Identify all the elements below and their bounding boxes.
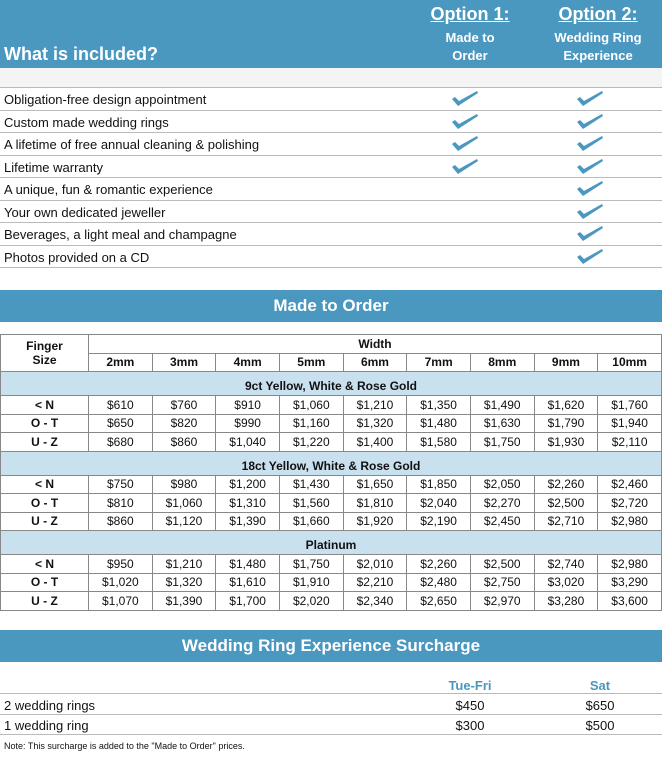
made-to-order-header: Made to Order: [0, 290, 662, 322]
price-cell: $1,210: [152, 555, 216, 574]
price-cell: $1,660: [279, 512, 343, 531]
price-cell: $1,580: [407, 433, 471, 452]
price-cell: $1,560: [279, 494, 343, 513]
price-cell: $1,700: [216, 592, 280, 611]
width-column-header: 8mm: [470, 353, 534, 372]
finger-size-cell: O - T: [1, 414, 89, 433]
metal-group-row: [1, 531, 662, 555]
surcharge-row-label: 1 wedding ring: [4, 718, 89, 733]
included-item: [0, 156, 662, 179]
width-column-header: 10mm: [598, 353, 662, 372]
price-cell: $1,910: [279, 573, 343, 592]
included-item-label: Obligation-free design appointment: [4, 92, 207, 107]
option1-desc-line1: Made to: [445, 30, 495, 45]
price-cell: $1,850: [407, 475, 471, 494]
price-row: [1, 573, 662, 592]
price-cell: $1,160: [279, 414, 343, 433]
price-cell: $1,430: [279, 475, 343, 494]
option2-desc-line1: Wedding Ring: [554, 30, 642, 45]
checkmark-icon: [575, 158, 605, 176]
price-cell: $2,450: [470, 512, 534, 531]
option1-desc-line2: Order: [452, 48, 488, 63]
price-cell: $2,750: [470, 573, 534, 592]
price-cell: $1,400: [343, 433, 407, 452]
price-cell: $860: [89, 512, 153, 531]
surcharge-header: Wedding Ring Experience Surcharge: [0, 630, 662, 662]
price-cell: $1,760: [598, 396, 662, 415]
price-cell: $1,940: [598, 414, 662, 433]
price-cell: $2,040: [407, 494, 471, 513]
included-spacer: [0, 68, 662, 88]
price-table: [0, 334, 662, 611]
finger-size-label-line1: Finger: [26, 339, 63, 353]
price-cell: $1,060: [279, 396, 343, 415]
metal-group-label: 9ct Yellow, White & Rose Gold: [1, 372, 662, 396]
checkmark-icon: [450, 135, 480, 153]
width-column-header: 7mm: [407, 353, 471, 372]
finger-size-header: [1, 335, 89, 372]
width-header: Width: [89, 335, 662, 354]
price-cell: $2,500: [470, 555, 534, 574]
price-cell: $760: [152, 396, 216, 415]
price-cell: $1,060: [152, 494, 216, 513]
width-column-header: 5mm: [279, 353, 343, 372]
price-cell: $2,020: [279, 592, 343, 611]
included-item-label: A unique, fun & romantic experience: [4, 182, 213, 197]
finger-size-cell: < N: [1, 555, 89, 574]
included-item-label: Photos provided on a CD: [4, 249, 150, 265]
option2-heading: [540, 4, 656, 65]
price-row: [1, 555, 662, 574]
price-cell: $820: [152, 414, 216, 433]
price-cell: $750: [89, 475, 153, 494]
price-cell: $1,310: [216, 494, 280, 513]
price-row: [1, 433, 662, 452]
price-cell: $2,010: [343, 555, 407, 574]
price-cell: $1,930: [534, 433, 598, 452]
price-row: [1, 592, 662, 611]
width-row: [1, 353, 662, 372]
width-column-header: 2mm: [89, 353, 153, 372]
price-cell: $1,390: [216, 512, 280, 531]
surcharge-row: [0, 715, 662, 735]
price-cell: $1,070: [89, 592, 153, 611]
checkmark-icon: [450, 113, 480, 131]
price-cell: $2,260: [534, 475, 598, 494]
price-cell: $1,480: [407, 414, 471, 433]
metal-group-label: 18ct Yellow, White & Rose Gold: [1, 451, 662, 475]
price-cell: $1,490: [470, 396, 534, 415]
price-cell: $860: [152, 433, 216, 452]
included-item: [0, 111, 662, 134]
surcharge-sat-value: $500: [585, 718, 615, 733]
finger-size-cell: < N: [1, 396, 89, 415]
option1-heading: [418, 4, 522, 65]
checkmark-icon: [575, 113, 605, 131]
price-cell: $1,630: [470, 414, 534, 433]
price-cell: $1,320: [343, 414, 407, 433]
price-cell: $2,970: [470, 592, 534, 611]
price-cell: $2,110: [598, 433, 662, 452]
width-column-header: 6mm: [343, 353, 407, 372]
price-cell: $910: [216, 396, 280, 415]
included-item-label: Your own dedicated jeweller: [4, 204, 166, 220]
included-item-label: Custom made wedding rings: [4, 114, 169, 130]
width-column-header: 4mm: [216, 353, 280, 372]
price-cell: $610: [89, 396, 153, 415]
finger-size-cell: U - Z: [1, 592, 89, 611]
price-cell: $2,460: [598, 475, 662, 494]
price-cell: $1,350: [407, 396, 471, 415]
included-item: [0, 178, 662, 201]
surcharge-sat-value: $650: [585, 698, 615, 713]
surcharge-row-label: 2 wedding rings: [4, 698, 96, 713]
price-cell: $1,390: [152, 592, 216, 611]
price-cell: $2,980: [598, 555, 662, 574]
price-row: [1, 396, 662, 415]
included-item: [0, 133, 662, 156]
finger-size-cell: U - Z: [1, 512, 89, 531]
checkmark-icon: [575, 248, 605, 266]
price-body: [1, 372, 662, 611]
price-cell: $3,020: [534, 573, 598, 592]
included-list: [0, 88, 662, 268]
price-row: [1, 494, 662, 513]
price-cell: $1,120: [152, 512, 216, 531]
price-cell: $3,280: [534, 592, 598, 611]
price-cell: $950: [89, 555, 153, 574]
price-cell: $2,720: [598, 494, 662, 513]
price-cell: $1,320: [152, 573, 216, 592]
price-cell: $1,220: [279, 433, 343, 452]
included-item-label: Lifetime warranty: [4, 159, 103, 175]
price-cell: $1,790: [534, 414, 598, 433]
option2-desc-line2: Experience: [563, 48, 633, 63]
price-cell: $2,500: [534, 494, 598, 513]
checkmark-icon: [450, 90, 480, 108]
price-cell: $1,920: [343, 512, 407, 531]
finger-size-cell: O - T: [1, 573, 89, 592]
price-cell: $2,480: [407, 573, 471, 592]
included-item: [0, 201, 662, 224]
price-cell: $2,270: [470, 494, 534, 513]
price-row: [1, 512, 662, 531]
surcharge-row: [0, 695, 662, 715]
surcharge-tue-fri-value: $300: [455, 718, 485, 733]
price-cell: $2,190: [407, 512, 471, 531]
price-cell: $2,980: [598, 512, 662, 531]
surcharge-tue-fri-value: $450: [455, 698, 485, 713]
price-cell: $980: [152, 475, 216, 494]
price-cell: $650: [89, 414, 153, 433]
price-cell: $990: [216, 414, 280, 433]
option2-name: Option 2:: [558, 4, 638, 24]
checkmark-icon: [575, 225, 605, 243]
included-item-label: Beverages, a light meal and champagne: [4, 227, 237, 242]
finger-size-cell: O - T: [1, 494, 89, 513]
included-header: [0, 0, 662, 68]
finger-size-label-line2: Size: [32, 353, 57, 367]
price-cell: $2,050: [470, 475, 534, 494]
surcharge-column-headers: [0, 676, 662, 694]
price-cell: $2,340: [343, 592, 407, 611]
price-cell: $1,040: [216, 433, 280, 452]
surcharge-col-tue-fri: Tue-Fri: [448, 678, 492, 693]
finger-size-cell: < N: [1, 475, 89, 494]
price-cell: $2,260: [407, 555, 471, 574]
included-title: What is included?: [4, 44, 159, 64]
price-row: [1, 414, 662, 433]
included-item: [0, 223, 662, 246]
price-cell: $680: [89, 433, 153, 452]
price-cell: $1,650: [343, 475, 407, 494]
price-cell: $1,750: [470, 433, 534, 452]
price-cell: $1,020: [89, 573, 153, 592]
price-cell: $810: [89, 494, 153, 513]
checkmark-icon: [575, 180, 605, 198]
price-cell: $1,610: [216, 573, 280, 592]
metal-group-row: [1, 451, 662, 475]
price-cell: $2,710: [534, 512, 598, 531]
metal-group-row: [1, 372, 662, 396]
included-item: [0, 88, 662, 111]
checkmark-icon: [450, 158, 480, 176]
price-cell: $1,200: [216, 475, 280, 494]
finger-size-cell: U - Z: [1, 433, 89, 452]
checkmark-icon: [575, 90, 605, 108]
metal-group-label: Platinum: [1, 531, 662, 555]
width-column-header: 3mm: [152, 353, 216, 372]
price-cell: $2,740: [534, 555, 598, 574]
price-cell: $1,620: [534, 396, 598, 415]
price-cell: $2,650: [407, 592, 471, 611]
price-cell: $1,480: [216, 555, 280, 574]
price-cell: $1,810: [343, 494, 407, 513]
price-cell: $3,290: [598, 573, 662, 592]
included-item-label: A lifetime of free annual cleaning & polishing: [4, 137, 260, 152]
price-cell: $1,750: [279, 555, 343, 574]
surcharge-col-sat: Sat: [589, 678, 611, 693]
checkmark-icon: [575, 203, 605, 221]
price-cell: $3,600: [598, 592, 662, 611]
price-cell: $2,210: [343, 573, 407, 592]
included-item: [0, 246, 662, 269]
surcharge-note: Note: This surcharge is added to the "Made to Order" prices.: [4, 741, 245, 751]
width-column-header: 9mm: [534, 353, 598, 372]
option1-name: Option 1:: [430, 4, 510, 24]
price-row: [1, 475, 662, 494]
price-cell: $1,210: [343, 396, 407, 415]
checkmark-icon: [575, 135, 605, 153]
